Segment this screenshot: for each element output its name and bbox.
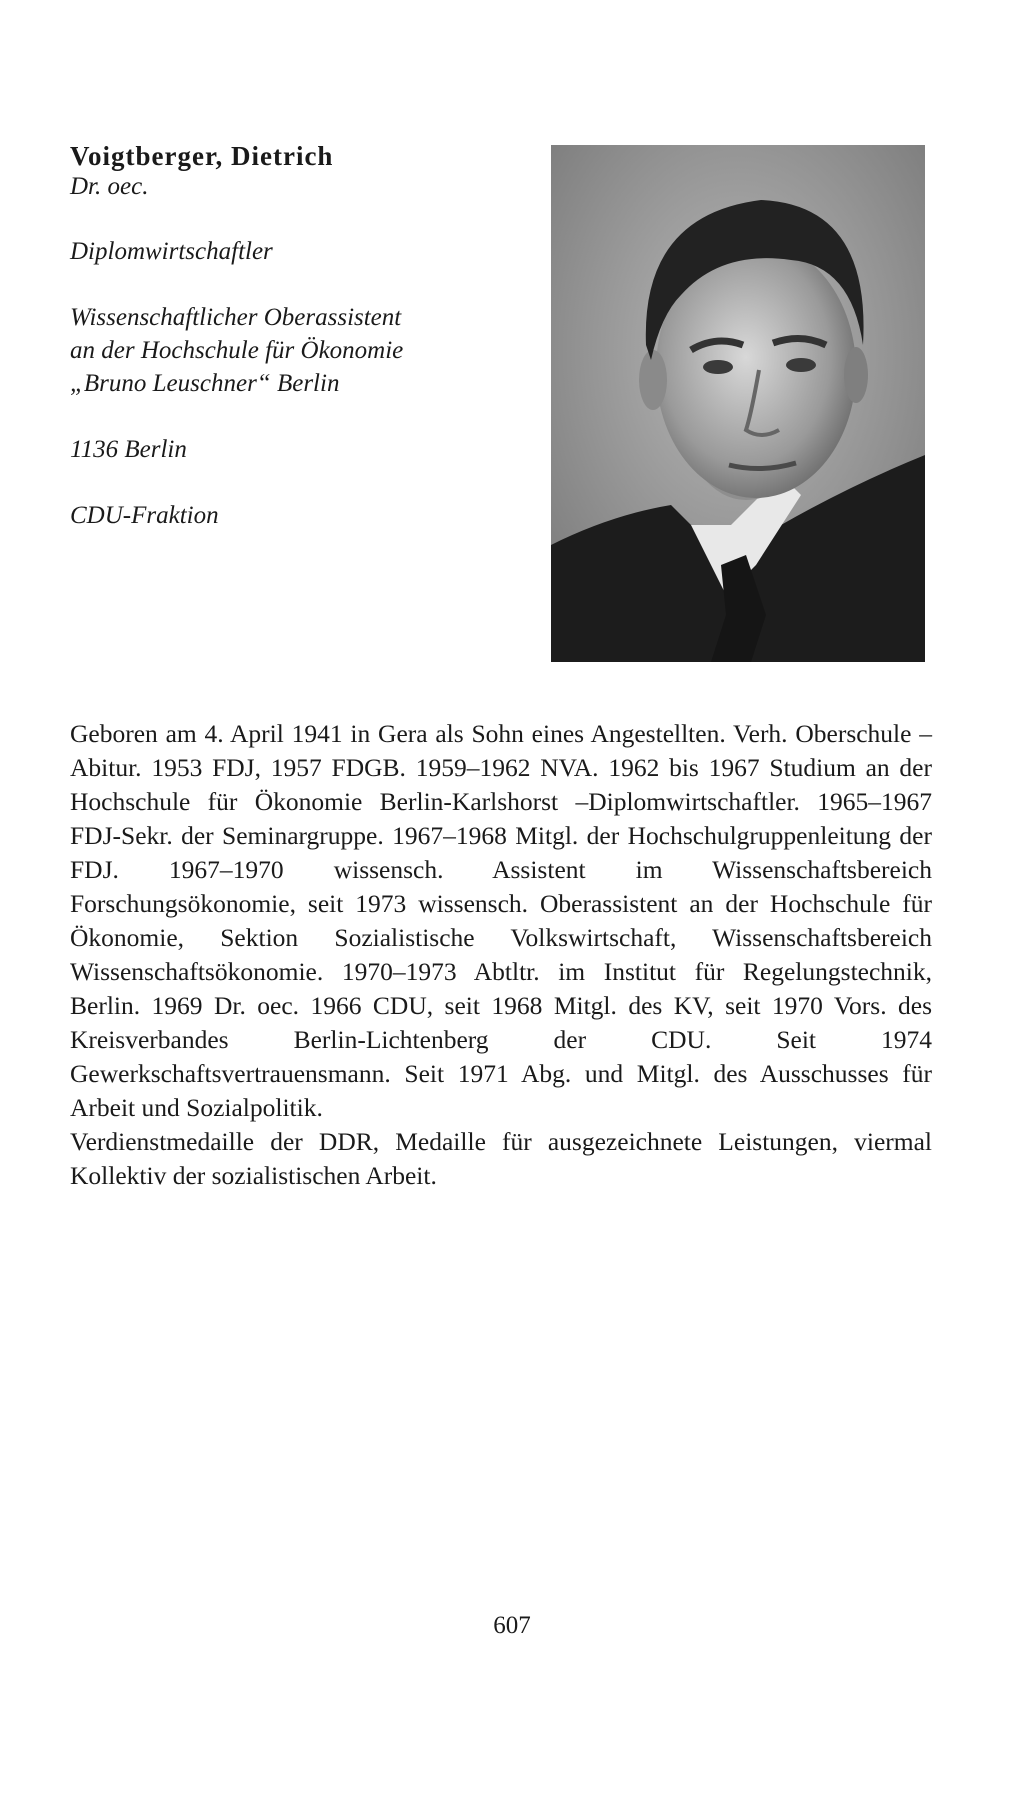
biography-paragraph: Geboren am 4. April 1941 in Gera als Sohn eines Angestellten. Verh. Oberschule – Abitur. 1953 FDJ, 1957 FDGB. 1959–1962 NVA. 1962 bis 1967 Studium an der Hochschule für Ökonomie Berlin-Karlshorst –Diplomwirtschaftler. 1965–1967 FDJ-Sekr. der Seminargruppe. 1967–1968 Mitgl. der Hochschulgruppenleitung der FDJ. 1967–1970 wissensch. Assistent im Wissenschaftsbereich Forschungsökonomie, seit 1973 wissensch. Oberassistent an der Hochschule für Ökonomie, Sektion Sozialistische Volkswirtschaft, Wissenschaftsbereich Wissenschaftsökonomie. 1970–1973 Abtltr. im Institut für Regelungstechnik, Berlin. 1969 Dr. oec. 1966 CDU, seit 1968 Mitgl. des KV, seit 1970 Vors. des Kreisverbandes Berlin-Lichtenberg der CDU. Seit 1974 Gewerkschaftsvertrauensmann. Seit 1971 Abg. und Mitgl. des Ausschusses für Arbeit und Sozialpolitik. bbox=[70, 719, 932, 1122]
person-faction: CDU-Fraktion bbox=[70, 502, 219, 529]
biography-text bbox=[70, 717, 932, 1193]
position-line: an der Hochschule für Ökonomie bbox=[70, 337, 404, 364]
position-line: Wissenschaftlicher Oberassistent bbox=[70, 304, 402, 331]
portrait-photo bbox=[551, 145, 925, 662]
biography-paragraph: Verdienstmedaille der DDR, Medaille für ausgezeichnete Leistungen, viermal Kollektiv der sozialistischen Arbeit. bbox=[70, 1127, 932, 1190]
position-line: „Bruno Leuschner“ Berlin bbox=[70, 370, 340, 397]
person-header bbox=[70, 140, 530, 532]
person-location: 1136 Berlin bbox=[70, 436, 187, 463]
person-qualification: Diplomwirtschaftler bbox=[70, 238, 273, 265]
person-degree: Dr. oec. bbox=[70, 173, 149, 200]
person-name: Voigtberger, Dietrich bbox=[70, 141, 334, 171]
page-number: 607 bbox=[493, 1612, 531, 1639]
